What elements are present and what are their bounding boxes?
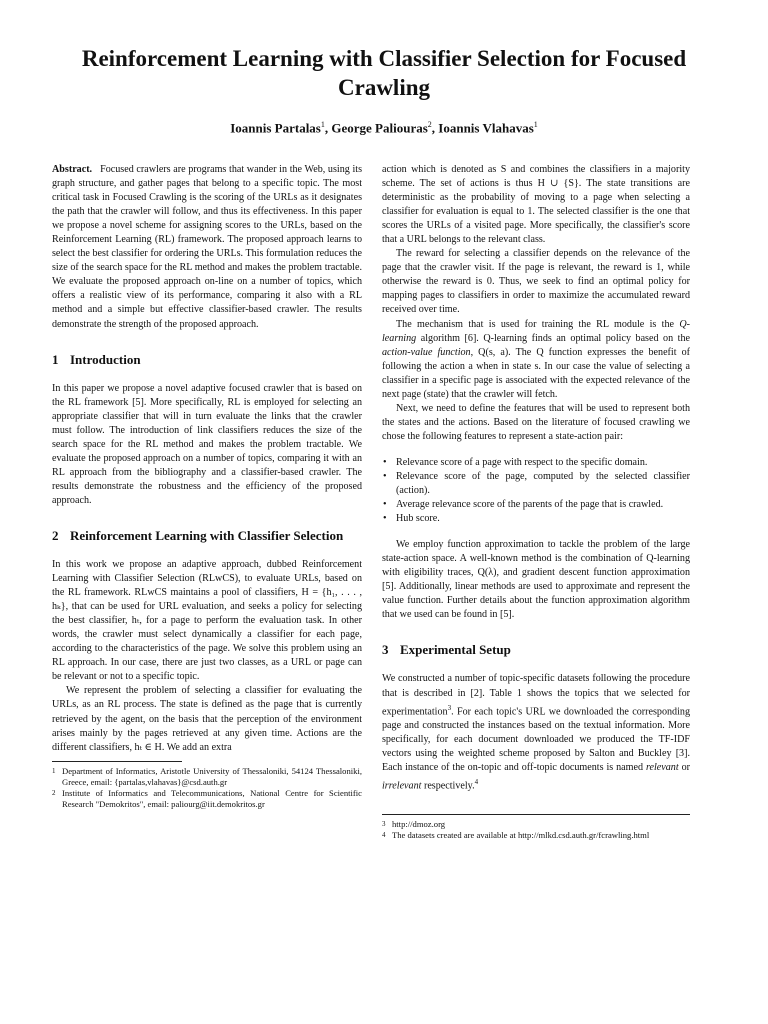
author-name: Ioannis Vlahavas (438, 120, 534, 136)
footnote: 4 The datasets created are available at http://mlkd.csd.auth.gr/fcrawling.html (382, 830, 650, 840)
rlwcs-paragraph-1: In this work we propose an adaptive approach, dubbed Reinforcement Learning with Classifier Selection (RLwCS), to evaluate URLs, based on the RL framework. RLwCS maintains a pool of classifiers, H = {h₁, . . . , hₖ}, that can be used for URL evaluation, and seeks a policy for selecting the best classifier, hₜ, for a page to perform the evaluation task. In other words, the crawler must select dynamically a classifier for each page, according to the characteristics of the page. We solve this problem using an RL approach. In our case, there are just two classes, as a URL or page can be relevant or not to a specific topic. (52, 558, 362, 683)
section-heading-rlwcs: 2 Reinforcement Learning with Classifier Selection (52, 527, 344, 543)
footnote: 1 Department of Informatics, Aristotle University of Thessaloniki, 54124 Thessaloniki, Greece, email: {partalas,vlahavas}@csd.auth.gr (52, 765, 362, 787)
right-column (382, 163, 690, 794)
setup-paragraph: We constructed a number of topic-specific datasets following the procedure that is described in [2]. Table 1 shows the topics that we selected for experimentation$^3$. For each topic's URL we downloaded the corresponding page and constructed the instances based on the textual information. More specifically, for each document downloaded we produced the TF-IDF vectors using the weighted scheme proposed by Salton and Buckley [3]. Each instance of the on-topic and off-topic documents is named relevant or irrelevant respectively.$^4$ (382, 673, 690, 792)
list-item: • Relevance score of a page with respect to the specific domain. (382, 456, 690, 470)
list-item: • Relevance score of the page, computed by the selected classifier (action). (382, 470, 690, 498)
author-list: Ioannis Partalas$^1$, George Paliouras$^2$, Ioannis Vlahavas$^1$ (230, 120, 538, 136)
footnote-ref: 3 (447, 703, 452, 712)
rlwcs-paragraph-3: action which is denoted as S and combines the classifiers in a majority scheme. The set of actions is thus H ∪ {S}. The state transitions are deterministic as the probability of moving to a page when selecting a classifier for evaluation is equal to 1. The selected classifier is the one that scores the URLs of a visited page. More specifically, the classifier's score that a URL belongs to the relevant class. (382, 164, 690, 246)
abstract-text: Focused crawlers are programs that wander in the Web, using its graph structure, and gather pages that belong to a specific topic. The most critical task in Focused Crawling is the scoring of the URLs as it designates the path that the crawler will follow, and thus its effectiveness. In this paper we propose a novel scheme for assigning scores to the URLs, based on the Reinforcement Learning (RL) framework. The proposed approach learns to select the best classifier for ordering the URLs. This formulation reduces the size of the search space for the RL method and makes the problem tractable. We evaluate the proposed approach on-line on a number of topics, which offers a realistic view of its performance, comparing it also with a RL method and a simple but effective classifier-based crawler. The results demonstrate the strength of the proposed approach. (52, 164, 363, 330)
rlwcs-paragraph-2: We represent the problem of selecting a classifier for evaluating the URLs, as an RL process. The state is defined as the page that is currently retrieved by the agent, on the basis that the perception of the environment arises mainly by the pages retrieved at any given time. Actions are the different classifiers, hₜ ∈ H. We add an extra (52, 685, 362, 753)
author-affiliation-mark: 2 (427, 120, 432, 129)
rlwcs-paragraph-4: The reward for selecting a classifier depends on the relevance of the page that the crawler visit. If the page is relevant, the reward is 1, while otherwise the reward is 0. Thus, we seek to find an optimal policy for mapping pages to classifiers in order to maximize the accumulated reward received over time. (382, 248, 690, 316)
feature-list (382, 456, 690, 526)
list-item: • Hub score. (382, 512, 690, 526)
abstract-label: Abstract. (52, 164, 93, 175)
left-column (52, 163, 362, 810)
footnote: 3 http://dmoz.org (382, 819, 446, 829)
footnote-divider (382, 814, 690, 815)
introduction-paragraph: In this paper we propose a novel adaptive focused crawler that is based on the RL framework [5]. More specifically, RL is employed for selecting an appropriate classifier that will in turn evaluate the links that the crawler must follow. The introduction of link classifiers reduces the size of the search space for the RL method and makes the problem tractable. We evaluate the proposed approach on a number of topics, comparing it with an RL approach from the bibliography and a classifier-based crawler. The results demonstrate the robustness and the efficiency of the proposed approach. (52, 382, 362, 506)
author-affiliation-mark: 1 (533, 120, 538, 129)
list-item: • Average relevance score of the parents of the page that is crawled. (382, 498, 690, 512)
section-heading-introduction: 1 Introduction (52, 351, 141, 367)
footnote-ref: 4 (474, 778, 479, 787)
author-affiliation-mark: 1 (320, 120, 325, 129)
author-name: George Paliouras (331, 120, 428, 136)
footnote: 2 Institute of Informatics and Telecommunications, National Centre for Scientific Research "Demokritos", email: paliourg@iit.demokritos.gr (52, 787, 362, 809)
footnote-divider (52, 761, 182, 762)
right-footnotes (382, 808, 690, 841)
section-heading-experimental-setup: 3 Experimental Setup (382, 642, 511, 658)
abstract (52, 163, 362, 332)
rlwcs-paragraph-7: We employ function approximation to tackle the problem of the large state-action space. A well-known method is the combination of Q-learning with eligibility traces, Q(λ), and gradient descent function approximation [5]. Additionally, linear methods are used to approximate and represent the value function. Further details about the function approximation algorithm that we used can be found in [5]. (382, 539, 690, 621)
author-name: Ioannis Partalas (230, 120, 321, 136)
rlwcs-paragraph-5: The mechanism that is used for training the RL module is the Q-learning algorithm [6]. Q-learning finds an optimal policy based on the action-value function, Q(s, a). The Q function expresses the benefit of following the action a when in state s. In our case the value of selecting a classifier in a specific page is associated with the expected relevance of the next page (state) that the crawler will fetch. (382, 318, 690, 400)
paper-title: Reinforcement Learning with Classifier Selection for Focused Crawling (81, 46, 687, 100)
rlwcs-paragraph-6: Next, we need to define the features that will be used to represent both the states and the actions. Based on the literature of focused crawling we chose the following features to represent a state-action pair: (382, 402, 690, 442)
